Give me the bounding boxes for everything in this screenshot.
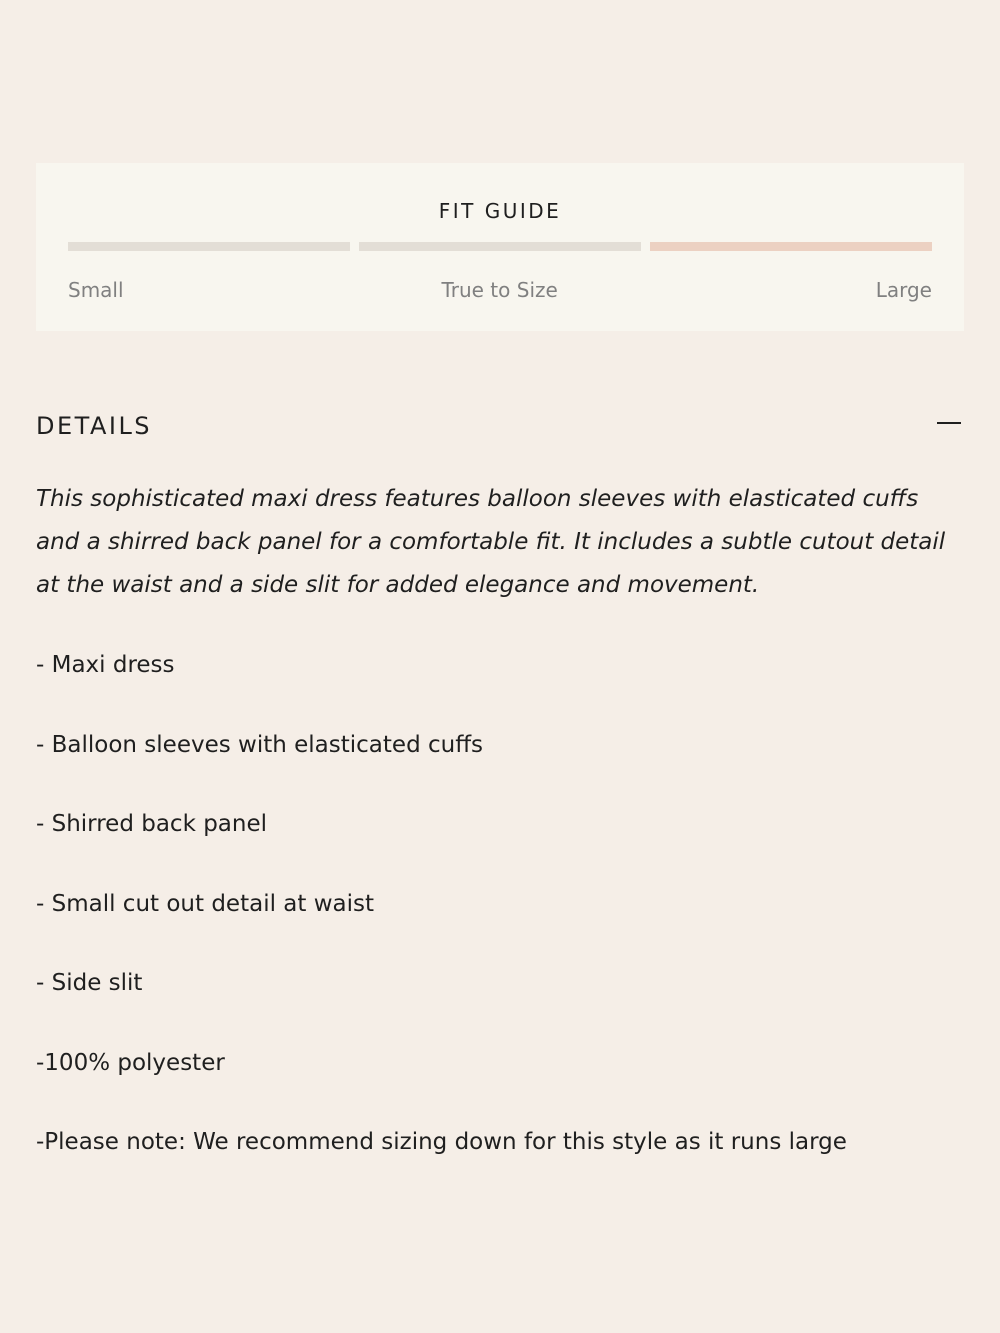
fit-label-small: Small — [68, 278, 124, 302]
fit-label-large: Large — [875, 278, 932, 302]
fit-scale-segment-true-to-size — [359, 242, 641, 251]
fit-scale-segment-small — [68, 242, 350, 251]
fit-scale — [68, 242, 932, 251]
list-item: - Maxi dress — [36, 652, 175, 678]
minus-icon[interactable] — [936, 410, 962, 436]
list-item: -Please note: We recommend sizing down for this style as it runs large — [36, 1129, 847, 1155]
list-item: - Balloon sleeves with elasticated cuffs — [36, 731, 484, 758]
fit-guide-panel — [36, 163, 964, 331]
fit-guide-title: FIT GUIDE — [438, 199, 562, 223]
details-accordion-header[interactable] — [36, 410, 964, 446]
fit-label-true-to-size: True to Size — [441, 278, 558, 302]
details-list — [36, 644, 964, 1201]
list-item: - Small cut out detail at waist — [36, 890, 375, 917]
fit-scale-labels — [68, 278, 932, 302]
product-description: This sophisticated maxi dress features balloon sleeves with elasticated cuffs and a shirred back panel for a comfortable fit. It includes a subtle cutout detail at the waist and a side slit for added elegance and movement. — [36, 486, 946, 598]
list-item: - Side slit — [36, 970, 143, 996]
list-item: - Shirred back panel — [36, 811, 268, 837]
details-title: DETAILS — [36, 412, 153, 440]
list-item: -100% polyester — [36, 1049, 225, 1076]
fit-scale-segment-large — [650, 242, 932, 251]
